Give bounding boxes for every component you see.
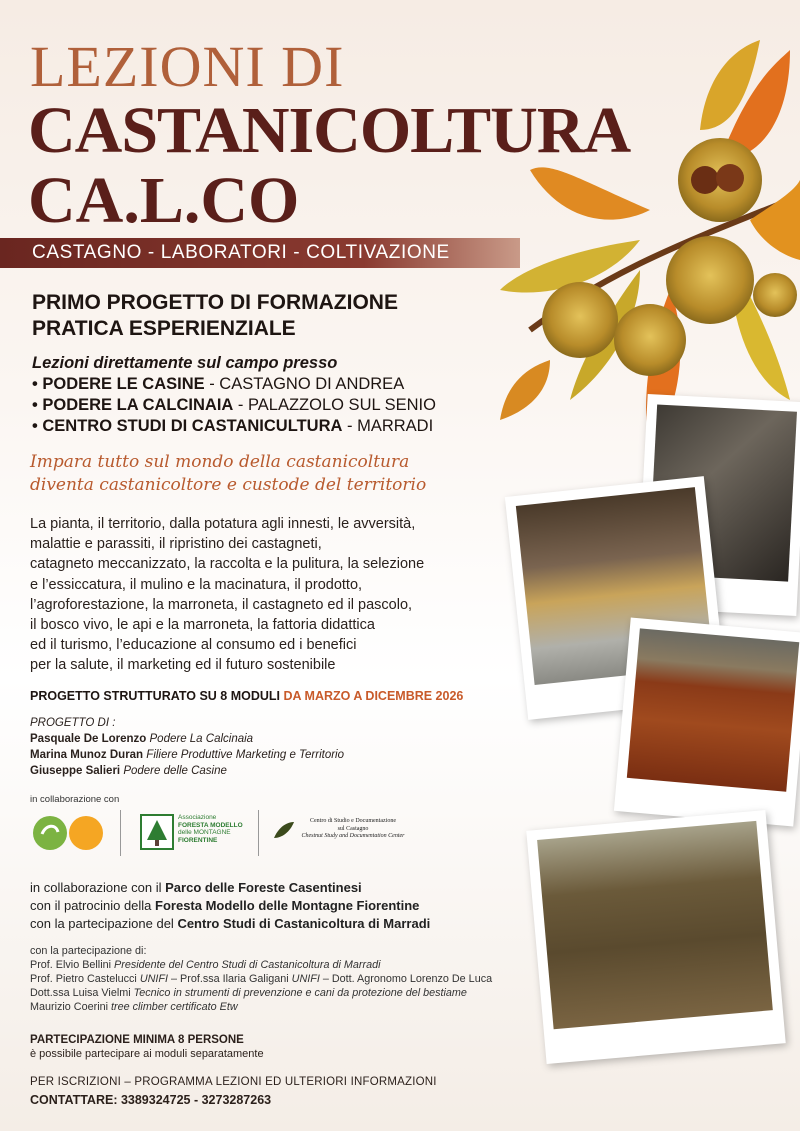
separate-modules-note: è possibile partecipare ai moduli separatamente [30,1048,264,1060]
logo3-text: sul Castagno [337,825,369,832]
partner-logo-2 [140,812,243,852]
location-item [32,375,404,394]
partner-pre: con la partecipazione del [30,916,178,931]
description [30,514,500,676]
tree-icon [140,814,174,850]
location-name: • CENTRO STUDI DI CASTANICULTURA [32,417,343,435]
partner-pre: con il patrocinio della [30,898,156,913]
subtitle-band-text: CASTAGNO - LABORATORI - COLTIVAZIONE [32,242,450,263]
credit-name: – Prof.ssa Ilaria Galigani [168,973,292,985]
credits-label: con la partecipazione di: [30,945,147,957]
project-person [30,749,344,761]
credit-name: Dott.ssa Luisa Vielmi [30,987,134,999]
description-line: catagneto meccanizzato, la raccolta e la pulitura, la selezione [30,556,425,573]
title-line-1: LEZIONI DI [30,34,345,99]
person-name: Giuseppe Salieri [30,765,121,777]
project-person [30,765,227,777]
tagline-line-1: Impara tutto sul mondo della castanicoltura [30,452,410,472]
logo2-text: FIORENTINE [178,836,218,844]
partner-logo-3 [272,818,422,850]
person-role: Podere La Calcinaia [146,733,254,745]
credit-name: Prof. Elvio Bellini [30,959,115,971]
credit-role: tree climber certificato Etw [111,1001,238,1013]
location-place: - CASTAGNO DI ANDREA [204,375,405,393]
credit-line [30,959,380,971]
credit-name: Maurizio Coerini [30,1001,112,1013]
description-line: per la salute, il marketing ed il futuro sostenibile [30,657,336,674]
credit-name: – Dott. Agronomo Lorenzo De Luca [319,973,493,985]
credit-role: Presidente del Centro Studi di Castanicoltura di Marradi [114,959,381,971]
person-name: Marina Munoz Duran [30,749,144,761]
description-line: l’agroforestazione, la marroneta, il castagneto ed il pascolo, [30,596,413,613]
partner-logo-1 [32,812,110,854]
photo-chestnut-storage [614,618,800,827]
structure-dates: DA MARZO A DICEMBRE 2026 [283,689,464,703]
logo-divider [258,810,259,856]
logo2-text: FORESTA MODELLO [178,821,243,829]
credit-line [30,987,467,999]
partner-name: Foresta Modello delle Montagne Fiorentine [155,898,420,913]
headline-line-2: PRATICA ESPERIENZIALE [32,317,296,340]
person-role: Filiere Produttive Marketing e Territorio [143,749,344,761]
person-role: Podere delle Casine [120,765,227,777]
title-line-3: CA.L.CO [28,164,300,237]
collab-label: in collaborazione con [30,794,120,805]
credit-role: UNIFI [139,973,169,985]
structure-text: PROGETTO STRUTTURATO SU 8 MODULI [30,689,284,703]
location-item [32,417,433,436]
person-name: Pasquale De Lorenzo [30,733,147,745]
location-name: • PODERE LA CALCINAIA [32,396,234,414]
credit-name: Prof. Pietro Castelucci [30,973,140,985]
logo-divider [120,810,121,856]
logo2-text: Associazione [178,814,217,821]
credit-line [30,973,492,985]
description-line: ed il turismo, l’educazione al consumo ed i benefici [30,637,357,654]
contact-line: CONTATTARE: 3389324725 - 3273287263 [30,1093,272,1107]
tagline-line-2: diventa castanicoltore e custode del territorio [30,475,427,495]
partner-line [30,898,419,913]
location-place: - MARRADI [342,417,434,435]
partner-line [30,916,430,931]
project-person [30,733,253,745]
partner-name: Parco delle Foreste Casentinesi [165,880,362,895]
headline-line-1: PRIMO PROGETTO DI FORMAZIONE [32,291,398,314]
project-label: PROGETTO DI : [30,717,116,729]
logo2-text: delle MONTAGNE [178,829,231,836]
credit-role: Tecnico in strumenti di prevenzione e cani da protezione del bestiame [133,987,467,999]
title-line-2: CASTANICOLTURA [28,94,631,167]
logo3-text: Chestnut Study and Documentation Center [301,833,405,839]
description-line: il bosco vivo, le api e la marroneta, la fattoria didattica [30,617,375,634]
credit-role: UNIFI [291,973,320,985]
partner-pre: in collaborazione con il [30,880,166,895]
locations-intro: Lezioni direttamente sul campo presso [32,354,338,372]
structure-line [30,689,463,703]
location-name: • PODERE LE CASINE [32,375,205,393]
location-place: - PALAZZOLO SUL SENIO [233,396,436,414]
min-participation: PARTECIPAZIONE MINIMA 8 PERSONE [30,1034,244,1046]
chestnut-leaf-icon [272,820,296,842]
partner-line [30,880,362,895]
headline [32,290,398,342]
logo3-text: Centro di Studio e Documentazione [310,818,396,824]
partner-name: Centro Studi di Castanicoltura di Marradi [177,916,431,931]
subtitle-band [0,238,520,268]
description-line: malattie e parassiti, il ripristino dei castagneti, [30,536,322,553]
credit-line [30,1001,238,1013]
location-item [32,396,436,415]
info-line: PER ISCRIZIONI – PROGRAMMA LEZIONI ED ULTERIORI INFORMAZIONI [30,1076,437,1088]
description-line: La pianta, il territorio, dalla potatura agli innesti, le avversità, [30,516,416,532]
photo-harvest [526,810,785,1064]
description-line: e l’essiccatura, il mulino e la macinatura, il prodotto, [30,576,363,593]
